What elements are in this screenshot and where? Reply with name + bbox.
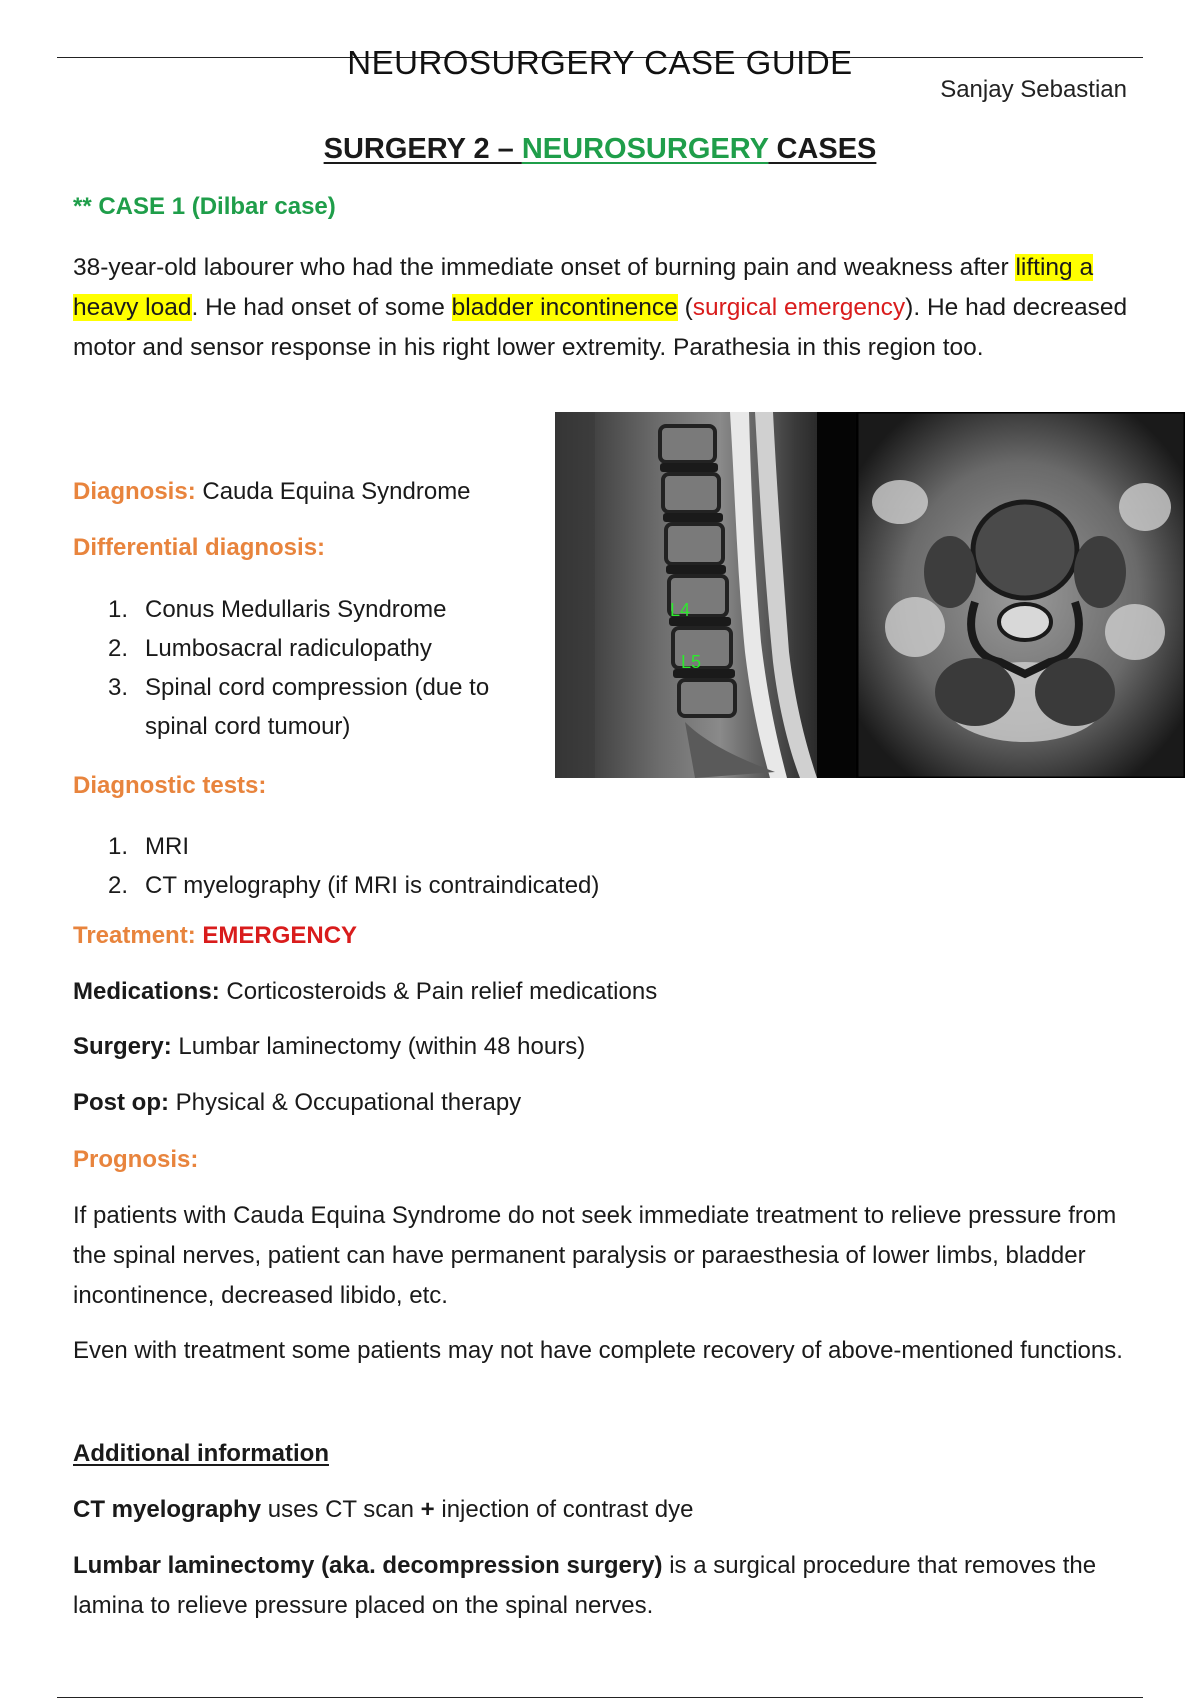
list-item-number: 1. (108, 596, 129, 623)
header-title: NEUROSURGERY CASE GUIDE (347, 44, 853, 81)
laminectomy-text: is a surgical procedure that removes the lamina to relieve pressure placed on the spinal nerves. (73, 1552, 1097, 1619)
postop-label: Post op: (73, 1089, 169, 1116)
laminectomy-label: Lumbar laminectomy (aka. decompression surgery) (73, 1552, 663, 1579)
mri-figure (555, 412, 1185, 778)
mri-label-l5: L5 (681, 652, 702, 672)
postop-value: Physical & Occupational therapy (169, 1089, 522, 1116)
ct-myelography-text-1: uses CT scan (261, 1496, 421, 1523)
intro-highlight-2: bladder incontinence (451, 294, 678, 321)
list-item (108, 866, 908, 905)
intro-text-4: ). He had decreased motor and sensor response in his right lower extremity. Parathesia in this region too. (73, 294, 1128, 361)
medications-line (73, 978, 657, 1006)
differential-label: Differential diagnosis: (73, 534, 326, 561)
surgery-value: Lumbar laminectomy (within 48 hours) (171, 1033, 586, 1060)
list-item (108, 629, 548, 668)
intro-text-1: 38-year-old labourer who had the immediate onset of burning pain and weakness after (73, 254, 1016, 281)
title-part-2: NEUROSURGERY (521, 133, 769, 165)
surgery-label: Surgery: (73, 1033, 172, 1060)
prognosis-paragraph-1: If patients with Cauda Equina Syndrome do not seek immediate treatment to relieve pressure from the spinal nerves, patient can have permanent paralysis or paraesthesia of lower limbs, bladder incontinence, decreased libido, etc. (73, 1202, 1117, 1309)
case-intro (73, 248, 1133, 368)
surgery-line (73, 1033, 585, 1061)
intro-text-3: ( (677, 294, 693, 321)
case-heading: ** CASE 1 (Dilbar case) (73, 193, 336, 220)
medications-value: Corticosteroids & Pain relief medications (219, 978, 658, 1005)
ct-myelography-label: CT myelography (73, 1496, 262, 1523)
intro-highlight-1: lifting a heavy load (73, 254, 1094, 321)
list-item (108, 590, 548, 629)
treatment-label: Treatment: (73, 922, 203, 949)
list-item (108, 668, 548, 746)
ct-myelography-line (73, 1496, 694, 1524)
list-item-number: 2. (108, 872, 129, 899)
list-item-text: Conus Medullaris Syndrome (145, 596, 447, 623)
mri-label-l4: L4 (670, 600, 691, 620)
title-part-3: CASES (768, 133, 877, 165)
page-title (0, 133, 1200, 166)
laminectomy-paragraph (73, 1546, 1123, 1626)
list-item-number: 1. (108, 833, 129, 860)
diagnostic-tests-list (108, 827, 908, 905)
ct-myelography-text-2: injection of contrast dye (434, 1496, 694, 1523)
footer-rule (57, 1697, 1143, 1698)
diagnosis-label: Diagnosis: (73, 478, 196, 505)
list-item-text: Lumbosacral radiculopathy (145, 635, 432, 662)
postop-line (73, 1089, 521, 1117)
list-item-text: MRI (145, 833, 189, 860)
title-part-1: SURGERY 2 – (323, 133, 522, 165)
mri-image (555, 412, 1185, 778)
treatment-line (73, 922, 357, 950)
intro-text-2: . He had onset of some (191, 294, 452, 321)
intro-emergency: surgical emergency (692, 294, 906, 321)
diagnostic-tests-label: Diagnostic tests: (73, 772, 267, 799)
ct-myelography-plus: + (420, 1496, 435, 1523)
medications-label: Medications: (73, 978, 220, 1005)
treatment-value: EMERGENCY (202, 922, 358, 949)
prognosis-label: Prognosis: (73, 1146, 199, 1173)
prognosis-paragraph-2: Even with treatment some patients may not have complete recovery of above-mentioned functions. (73, 1337, 1123, 1364)
list-item-text: CT myelography (if MRI is contraindicated) (145, 872, 600, 899)
list-item-text: Spinal cord compression (due to spinal cord tumour) (145, 674, 490, 740)
list-item (108, 827, 908, 866)
list-item-number: 3. (108, 674, 129, 701)
author-name: Sanjay Sebastian (940, 76, 1127, 103)
additional-info-heading: Additional information (73, 1440, 329, 1467)
diagnosis-line (73, 478, 471, 506)
diagnosis-value: Cauda Equina Syndrome (195, 478, 471, 505)
list-item-number: 2. (108, 635, 129, 662)
differential-list (108, 590, 548, 746)
